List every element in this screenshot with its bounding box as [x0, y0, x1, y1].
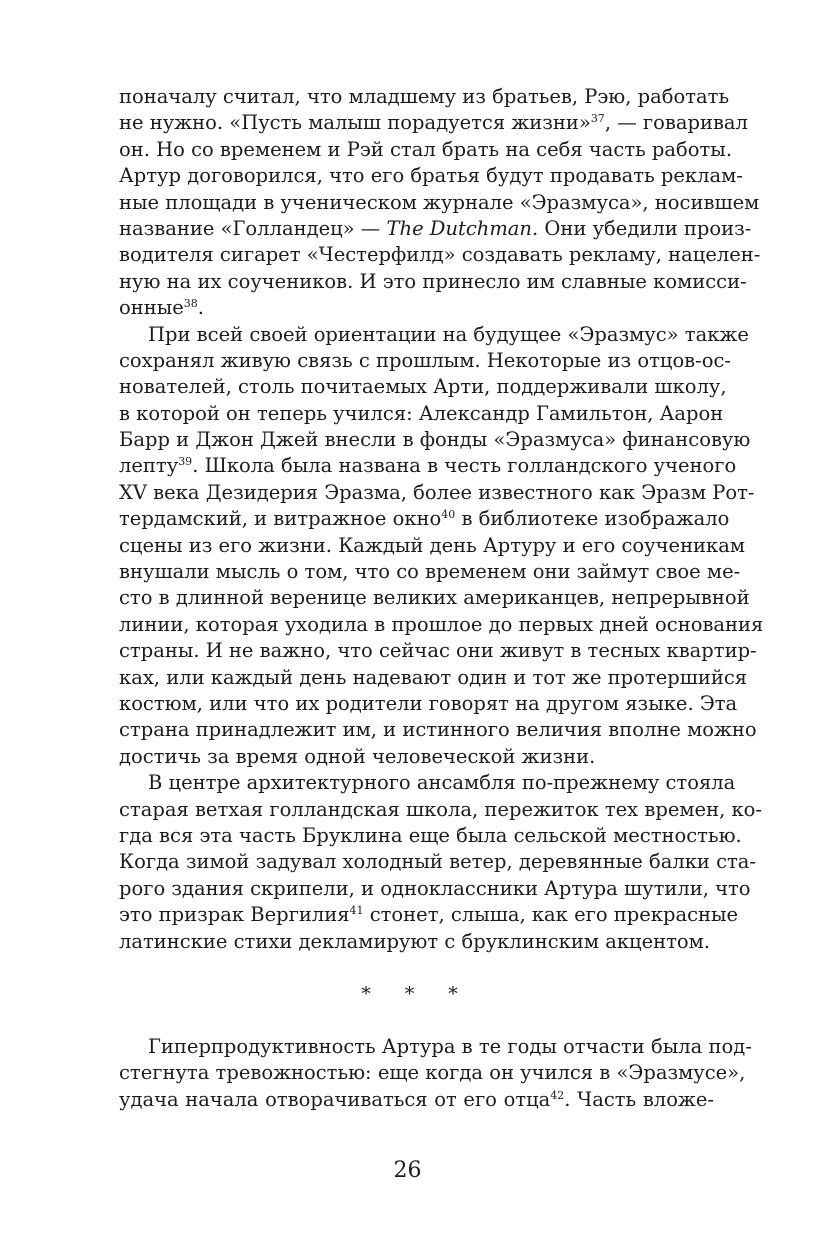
paragraph-1 — [119, 84, 761, 322]
text-line: это призрак Вергилия$^{41}$ стонет, слыша, как его прекрасные — [119, 903, 739, 927]
footnote-ref: 40 — [441, 508, 456, 522]
footnote-ref: 39 — [178, 455, 193, 469]
text-line: онные$^{38}$. — [119, 296, 204, 320]
text-line: В центре архитектурного ансамбля по-прежнему стояла — [148, 771, 736, 795]
page-body — [119, 84, 764, 1113]
text-line: водителя сигарет «Честерфилд» создавать рекламу, нацелен- — [119, 243, 761, 267]
footnote-ref: 38 — [183, 297, 198, 311]
text-line: латинские стихи декламируют с бруклинским акцентом. — [119, 929, 711, 953]
text-line: он. Но со временем и Рэй стал брать на себя часть работы. — [119, 137, 733, 161]
text-line: сцены из его жизни. Каждый день Артуру и его соученикам — [119, 533, 746, 557]
text-line: нователей, столь почитаемых Арти, поддерживали школу, — [119, 375, 727, 399]
text-line: гда вся эта часть Бруклина еще была сельской местностью. — [119, 823, 742, 847]
text-line: удача начала отворачиваться от его отца$^{42}$. Часть вложе- — [119, 1087, 714, 1111]
text-line: ные площади в ученическом журнале «Эразмуса», носившем — [119, 190, 760, 214]
paragraph-2 — [119, 322, 764, 771]
text-line: стегнута тревожностью: еще когда он учился в «Эразмусе», — [119, 1061, 746, 1085]
section-separator: * * * — [361, 983, 472, 1006]
text-line: старая ветхая голландская школа, пережиток тех времен, ко- — [119, 797, 762, 821]
text-line: не нужно. «Пусть малыш порадуется жизни»$^{37}$, — говаривал — [119, 111, 748, 135]
text-line: ную на их соучеников. И это принесло им славные комисси- — [119, 269, 747, 293]
spacer — [119, 955, 714, 981]
text-line: страны. И не важно, что сейчас они живут в тесных квартир- — [119, 639, 757, 663]
text-line: лепту$^{39}$. Школа была названа в честь голландского ученого — [119, 454, 737, 478]
text-line: При всей своей ориентации на будущее «Эразмус» также — [148, 322, 749, 346]
paragraph-3 — [119, 770, 762, 955]
text-line: Артур договорился, что его братья будут продавать реклам- — [119, 164, 743, 188]
text-line: сто в длинной веренице великих американцев, непрерывной — [119, 586, 750, 610]
text-line: сохранял живую связь с прошлым. Некоторые из отцов-ос- — [119, 348, 732, 372]
text-line: поначалу считал, что младшему из братьев, Рэю, работать — [119, 85, 730, 108]
text-line: костюм, или что их родители говорят на другом языке. Эта — [119, 691, 738, 715]
text-line: ках, или каждый день надевают один и тот же протершийся — [119, 665, 748, 689]
footnote-ref: 41 — [349, 904, 364, 918]
text-line: достичь за время одной человеческой жизни. — [119, 744, 596, 768]
footnote-ref: 37 — [590, 112, 605, 126]
text-line: страна принадлежит им, и истинного величия вполне можно — [119, 718, 757, 742]
paragraph-4 — [119, 1034, 752, 1113]
text-line: XV века Дезидерия Эразма, более известного как Эразм Рот- — [119, 480, 755, 504]
text-line: линии, которая уходила в прошлое до первых дней основания — [119, 612, 764, 636]
text-line: в которой он теперь учился: Александр Гамильтон, Аарон — [119, 401, 724, 425]
page-number: 26 — [393, 1158, 422, 1183]
italic-title: The Dutchman. — [386, 216, 539, 240]
footnote-ref: 42 — [550, 1088, 565, 1102]
text-line: тердамский, и витражное окно$^{40}$ в библиотеке изображало — [119, 507, 730, 531]
text-line: Гиперпродуктивность Артура в те годы отчасти была под- — [148, 1035, 752, 1059]
text-line: название «Голландец» — The Dutchman. Они убедили произ- — [119, 216, 752, 240]
text-line: Когда зимой задувал холодный ветер, деревянные балки ста- — [119, 850, 757, 874]
text-line: внушали мысль о том, что со временем они займут свое ме- — [119, 560, 741, 584]
text-line: рого здания скрипели, и одноклассники Артура шутили, что — [119, 876, 751, 900]
spacer — [119, 1008, 714, 1034]
text-line: Барр и Джон Джей внесли в фонды «Эразмуса» финансовую — [119, 428, 751, 452]
